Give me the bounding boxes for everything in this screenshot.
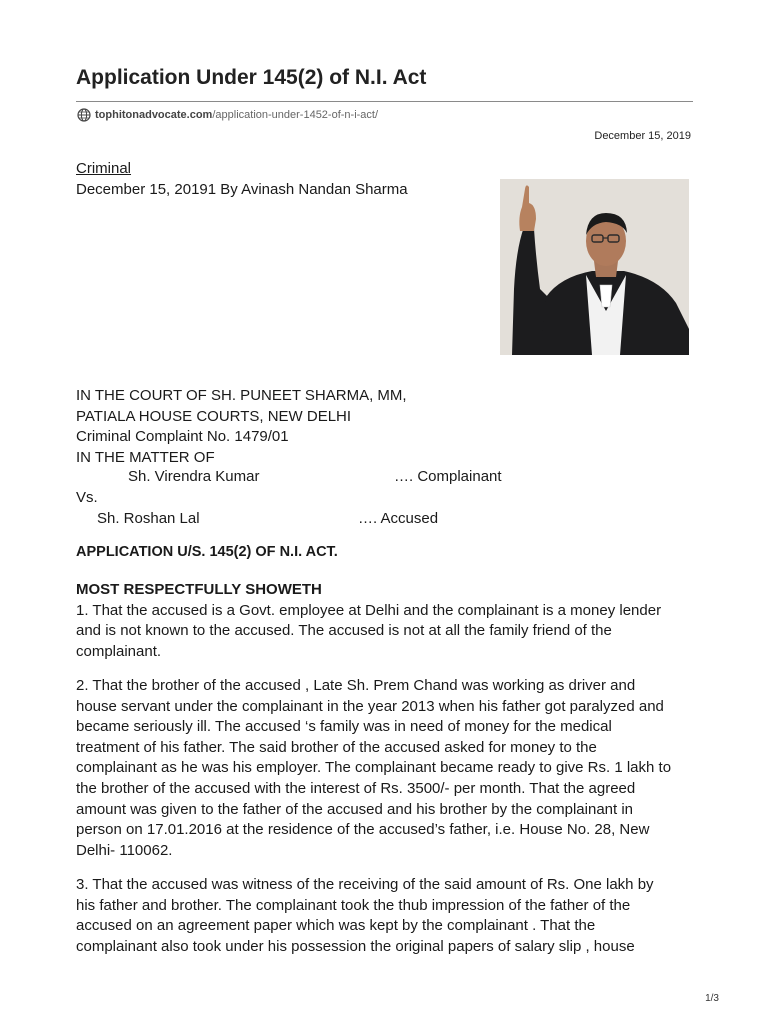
title-divider — [76, 101, 693, 102]
paragraph-line: Delhi- 110062. — [76, 841, 173, 859]
header-date: December 15, 2019 — [594, 130, 691, 142]
paragraph-line: his father and brother. The complainant took the thub impression of the father of the — [76, 896, 631, 914]
court-name-line: IN THE COURT OF SH. PUNEET SHARMA, MM, — [76, 387, 407, 404]
paragraph-line: person on 17.01.2016 at the residence of the accused’s father, i.e. House No. 28, New — [76, 821, 650, 839]
source-link[interactable] — [77, 107, 378, 123]
paragraph-line: the brother of the accused with the interest of Rs. 3500/- per month. That the agreed — [76, 779, 636, 797]
court-location-line: PATIALA HOUSE COURTS, NEW DELHI — [76, 407, 352, 425]
source-domain[interactable]: tophitonadvocate.com — [95, 109, 213, 121]
accused-name: Sh. Roshan Lal — [97, 510, 200, 527]
accused-role: …. Accused — [358, 510, 439, 527]
page-title: Application Under 145(2) of N.I. Act — [76, 66, 427, 89]
author-photo — [500, 179, 689, 355]
source-path[interactable]: /application-under-1452-of-n-i-act/ — [212, 109, 379, 121]
complaint-number-line: Criminal Complaint No. 1479/01 — [76, 428, 289, 445]
byline: December 15, 20191 By Avinash Nandan Sharma — [76, 181, 408, 198]
application-heading: APPLICATION U/S. 145(2) OF N.I. ACT. — [76, 544, 338, 560]
paragraph-line: accused on an agreement paper which was kept by the complainant . That the — [76, 917, 596, 935]
category-link[interactable]: Criminal — [76, 160, 132, 177]
paragraph-line: house servant under the complainant in the year 2013 when his father got paralyzed and — [76, 697, 664, 715]
complainant-name: Sh. Virendra Kumar — [128, 468, 260, 485]
paragraph-line: 2. That the brother of the accused , Late Sh. Prem Chand was working as driver and — [76, 677, 636, 694]
paragraph-1 — [76, 580, 696, 662]
author-photo-illustration — [500, 179, 689, 355]
globe-icon — [77, 108, 91, 122]
paragraph-2 — [76, 676, 696, 861]
paragraph-line: complainant also took under his possession the original papers of salary slip , house — [76, 937, 635, 955]
paragraph-line: amount was given to the father of the accused and his brother by the complainant in — [76, 800, 634, 818]
complainant-role: …. Complainant — [394, 468, 502, 485]
paragraph-line: and is not known to the accused. The accused is not at all the family friend of the — [76, 622, 612, 640]
paragraph-line: 1. That the accused is a Govt. employee at Delhi and the complainant is a money lender — [76, 601, 662, 619]
showeth-heading: MOST RESPECTFULLY SHOWETH — [76, 581, 322, 598]
matter-line: IN THE MATTER OF — [76, 448, 215, 466]
paragraph-line: complainant as he was his employer. The complainant became ready to give Rs. 1 lakh to — [76, 759, 672, 777]
versus-label: Vs. — [76, 489, 98, 506]
paragraph-line: complainant. — [76, 642, 162, 660]
paragraph-line: 3. That the accused was witness of the receiving of the said amount of Rs. One lakh by — [76, 876, 654, 893]
paragraph-line: became seriously ill. The accused ‘s family was in need of money for the medical — [76, 718, 612, 736]
court-header — [76, 386, 407, 468]
paragraph-line: treatment of his father. The said brother of the accused asked for money to the — [76, 738, 597, 756]
page-number: 1/3 — [705, 993, 719, 1004]
paragraph-3 — [76, 875, 696, 957]
